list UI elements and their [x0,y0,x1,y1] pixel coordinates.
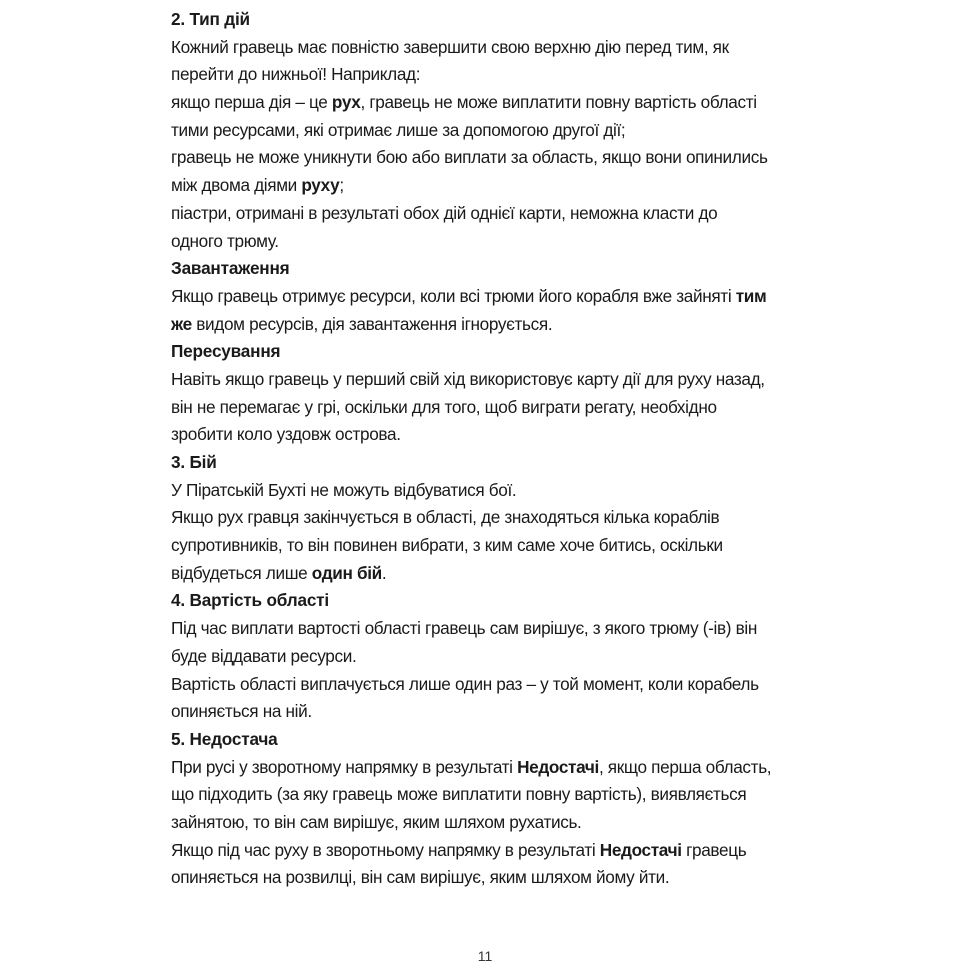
text-run: видом ресурсів, дія завантаження ігнорується. [191,313,553,334]
bold-term: руху [301,175,340,196]
paragraph-line: Навіть якщо гравець у перший свій хід використовує карту дії для руху назад, [171,368,765,389]
page-number: 11 [477,948,493,964]
paragraph-line [171,754,831,782]
section-heading-shortage: 5. Недостача [171,728,278,749]
paragraph-line: тими ресурсами, які отримає лише за допомогою другої дії; [171,119,626,140]
subheading-loading: Завантаження [171,258,290,279]
paragraph-line: гравець не може уникнути бою або виплати за область, якщо вони опинились [171,147,768,168]
paragraph-line [171,172,831,200]
paragraph-line: піастри, отримані в результаті обох дій однієї карти, неможна класти до [171,202,718,223]
paragraph-line: Вартість області виплачується лише один раз – у той момент, коли корабель [171,673,759,694]
paragraph-line [171,311,831,339]
bold-term: один бій [311,562,382,583]
text-run: якщо перша дія – це [171,92,332,113]
paragraph-line: супротивників, то він повинен вибрати, з ким саме хоче битись, оскільки [171,535,723,556]
section-heading-area-cost: 4. Вартість області [171,590,329,611]
text-run: При русі у зворотному напрямку в результаті [171,756,518,777]
bold-term: тим [735,285,767,306]
text-run: гравець [681,839,747,860]
text-run: , гравець не може виплатити повну вартість області [360,92,757,113]
paragraph-line: Кожний гравець має повністю завершити свою верхню дію перед тим, як [171,36,729,57]
paragraph-line [171,837,831,865]
section-heading-battle: 3. Бій [171,452,217,472]
paragraph-line: опиняється на ній. [171,701,312,722]
section-heading-action-types: 2. Тип дій [171,9,250,29]
paragraph-line [171,283,831,311]
paragraph-line: Під час виплати вартості області гравець сам вирішує, з якого трюму (-ів) він [171,618,757,639]
page-content [171,6,831,892]
text-run: Якщо під час руху в зворотньому напрямку в результаті [171,839,600,860]
paragraph-line: він не перемагає у грі, оскільки для того, щоб виграти регату, необхідно [171,396,717,417]
paragraph-line: буде віддавати ресурси. [171,645,357,666]
text-run: відбудеться лише [171,562,312,583]
paragraph-line: зробити коло уздовж острова. [171,424,401,445]
text-run: ; [339,175,344,196]
paragraph-line [171,560,831,588]
paragraph-line: що підходить (за яку гравець може виплатити повну вартість), виявляється [171,784,747,805]
bold-term: рух [331,92,361,113]
bold-term: Недостачі [599,839,682,860]
paragraph-line: Якщо рух гравця закінчується в області, де знаходяться кілька кораблів [171,507,720,528]
paragraph-line: опиняється на розвилці, він сам вирішує, яким шляхом йому йти. [171,867,670,888]
paragraph-line: У Піратській Бухті не можуть відбуватися бої. [171,479,517,500]
paragraph-line: одного трюму. [171,230,279,251]
bold-term: же [171,313,192,334]
bold-term: Недостачі [517,756,599,777]
text-run: . [381,562,387,583]
text-run: між двома діями [171,175,302,196]
paragraph-line: зайнятою, то він сам вирішує, яким шляхом рухатись. [171,811,582,832]
text-run: , якщо перша область, [598,756,772,777]
paragraph-line: перейти до нижньої! Наприклад: [171,64,421,85]
text-run: Якщо гравець отримує ресурси, коли всі трюми його корабля вже зайняті [171,285,736,306]
paragraph-line [171,89,831,117]
subheading-movement: Пересування [171,341,281,362]
